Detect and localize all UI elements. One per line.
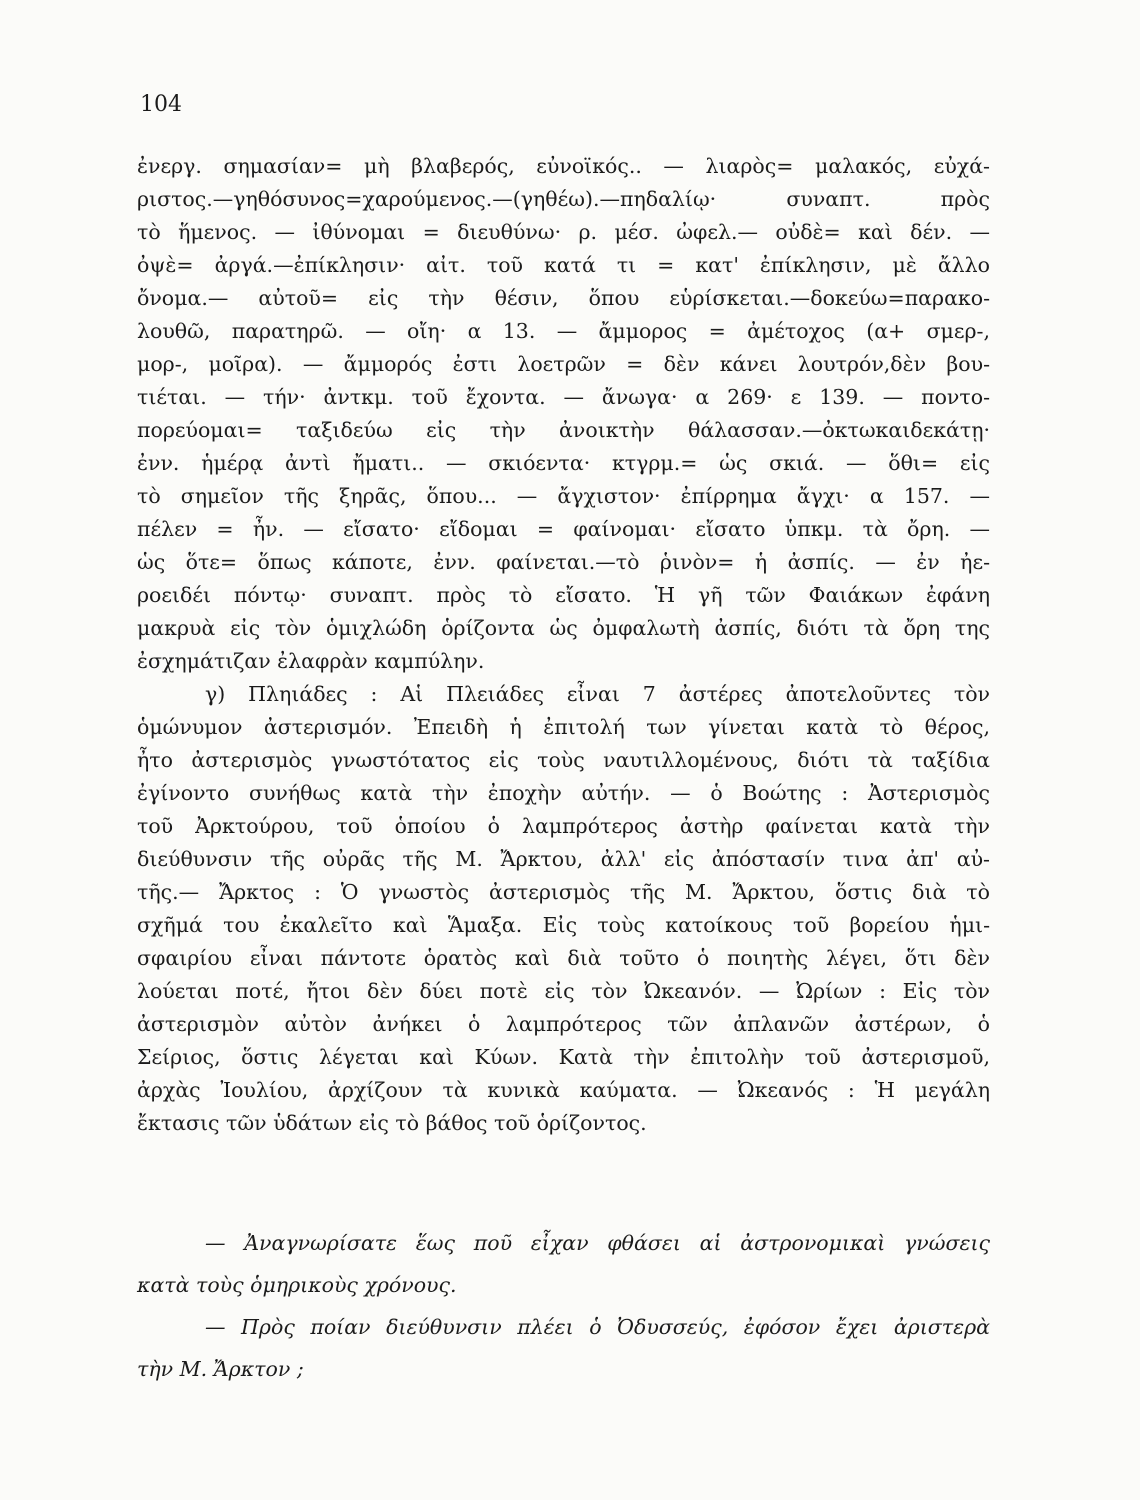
text-line: πορεύομαι= ταξιδεύω εἰς τὴν ἀνοικτὴν θάλασσαν.—ὀκτωκαιδεκάτῃ· [137, 418, 990, 442]
text-line: ἀρχὰς Ἰουλίου, ἀρχίζουν τὰ κυνικὰ καύματα. — Ὠκεανός : Ἡ μεγάλη [137, 1078, 990, 1102]
text-line: λούεται ποτέ, ἤτοι δὲν δύει ποτὲ εἰς τὸν Ὠκεανόν. — Ὠρίων : Εἰς τὸν [137, 979, 990, 1003]
text-line: ἀστερισμὸν αὐτὸν ἀνήκει ὁ λαμπρότερος τῶν ἀπλανῶν ἀστέρων, ὁ [137, 1012, 990, 1036]
text-line: μορ-, μοῖρα). — ἄμμορός ἐστι λοετρῶν = δὲν κάνει λουτρόν,δὲν βου- [137, 352, 990, 376]
text-line: τὸ σημεῖον τῆς ξηρᾶς, ὅπου... — ἄγχιστον· ἐπίρρημα ἄγχι· α 157. — [137, 484, 990, 508]
question-line: — Ἀναγνωρίσατε ἕως ποῦ εἶχαν φθάσει αἱ ἀστρονομικαὶ γνώσεις [205, 1231, 990, 1255]
text-line: ὄνομα.— αὐτοῦ= εἰς τὴν θέσιν, ὅπου εὑρίσκεται.—δοκεύω=παρακο- [137, 286, 990, 310]
section-heading-line: γ) Πληιάδες : Αἱ Πλειάδες εἶναι 7 ἀστέρες ἀποτελοῦντες τὸν [205, 682, 990, 706]
commentary-text [137, 150, 990, 1390]
text-line: τὸ ἥμενος. — ἰθύνομαι = διευθύνω· ρ. μέσ. ὠφελ.— οὐδὲ= καὶ δέν. — [137, 220, 990, 244]
text-line: Σείριος, ὅστις λέγεται καὶ Κύων. Κατὰ τὴν ἐπιτολὴν τοῦ ἀστερισμοῦ, [137, 1045, 990, 1069]
text-line: τῆς.— Ἄρκτος : Ὁ γνωστὸς ἀστερισμὸς τῆς Μ. Ἄρκτου, ὅστις διὰ τὸ [137, 880, 990, 904]
text-line: τιέται. — τήν· ἀντκμ. τοῦ ἔχοντα. — ἄνωγα· α 269· ε 139. — ποντο- [137, 385, 990, 409]
text-line: ἐγίνοντο συνήθως κατὰ τὴν ἐποχὴν αὐτήν. — ὁ Βοώτης : Ἀστερισμὸς [137, 781, 990, 805]
text-line: ὀψὲ= ἀργά.—ἐπίκλησιν· αἰτ. τοῦ κατά τι = κατ' ἐπίκλησιν, μὲ ἄλλο [137, 253, 990, 277]
question-line: τὴν Μ. Ἄρκτον ; [137, 1357, 304, 1381]
text-line: ἦτο ἀστερισμὸς γνωστότατος εἰς τοὺς ναυτιλλομένους, διότι τὰ ταξίδια [137, 748, 990, 772]
text-line: ὡς ὅτε= ὅπως κάποτε, ἐνν. φαίνεται.—τὸ ῥινὸν= ἡ ἀσπίς. — ἐν ἠε- [137, 550, 990, 574]
text-line: ἐσχημάτιζαν ἐλαφρὰν καμπύλην. [137, 649, 485, 673]
text-line: ἔκτασις τῶν ὑδάτων εἰς τὸ βάθος τοῦ ὁρίζοντος. [137, 1111, 647, 1135]
text-line: ροειδέι πόντῳ· συναπτ. πρὸς τὸ εἴσατο. Ἡ γῆ τῶν Φαιάκων ἐφάνη [137, 583, 990, 607]
text-line: ἐνεργ. σημασίαν= μὴ βλαβερός, εὐνοϊκός.. — λιαρὸς= μαλακός, εὐχά- [137, 154, 990, 178]
text-line: μακρυὰ εἰς τὸν ὁμιχλώδη ὁρίζοντα ὡς ὀμφαλωτὴ ἀσπίς, διότι τὰ ὄρη της [137, 616, 990, 640]
text-line: ἐνν. ἡμέρᾳ ἀντὶ ἤματι.. — σκιόεντα· κτγρμ.= ὡς σκιά. — ὅθι= εἰς [137, 451, 990, 475]
text-line: διεύθυνσιν τῆς οὐρᾶς τῆς Μ. Ἄρκτου, ἀλλ' εἰς ἀπόστασίν τινα ἀπ' αὐ- [137, 847, 990, 871]
text-line: λουθῶ, παρατηρῶ. — οἴη· α 13. — ἄμμορος = ἀμέτοχος (α+ σμερ-, [137, 319, 990, 343]
text-line: σχῆμά του ἐκαλεῖτο καὶ Ἅμαξα. Εἰς τοὺς κατοίκους τοῦ βορείου ἡμι- [137, 913, 990, 937]
text-line: ὁμώνυμον ἀστερισμόν. Ἐπειδὴ ἡ ἐπιτολή των γίνεται κατὰ τὸ θέρος, [137, 715, 990, 739]
section-gap [137, 1140, 990, 1222]
text-line: ριστος.—γηθόσυνος=χαρούμενος.—(γηθέω).—πηδαλίῳ· συναπτ. πρὸς [137, 187, 990, 211]
question-line: κατὰ τοὺς ὁμηρικοὺς χρόνους. [137, 1273, 457, 1297]
text-line: τοῦ Ἀρκτούρου, τοῦ ὁποίου ὁ λαμπρότερος ἀστὴρ φαίνεται κατὰ τὴν [137, 814, 990, 838]
question-line: — Πρὸς ποίαν διεύθυνσιν πλέει ὁ Ὀδυσσεύς, ἐφόσον ἔχει ἀριστερὰ [205, 1315, 990, 1339]
text-line: πέλεν = ἦν. — εἴσατο· εἴδομαι = φαίνομαι· εἴσατο ὑπκμ. τὰ ὄρη. — [137, 517, 990, 541]
page-number: 104 [140, 92, 182, 117]
text-line: σφαιρίου εἶναι πάντοτε ὁρατὸς καὶ διὰ τοῦτο ὁ ποιητὴς λέγει, ὅτι δὲν [137, 946, 990, 970]
